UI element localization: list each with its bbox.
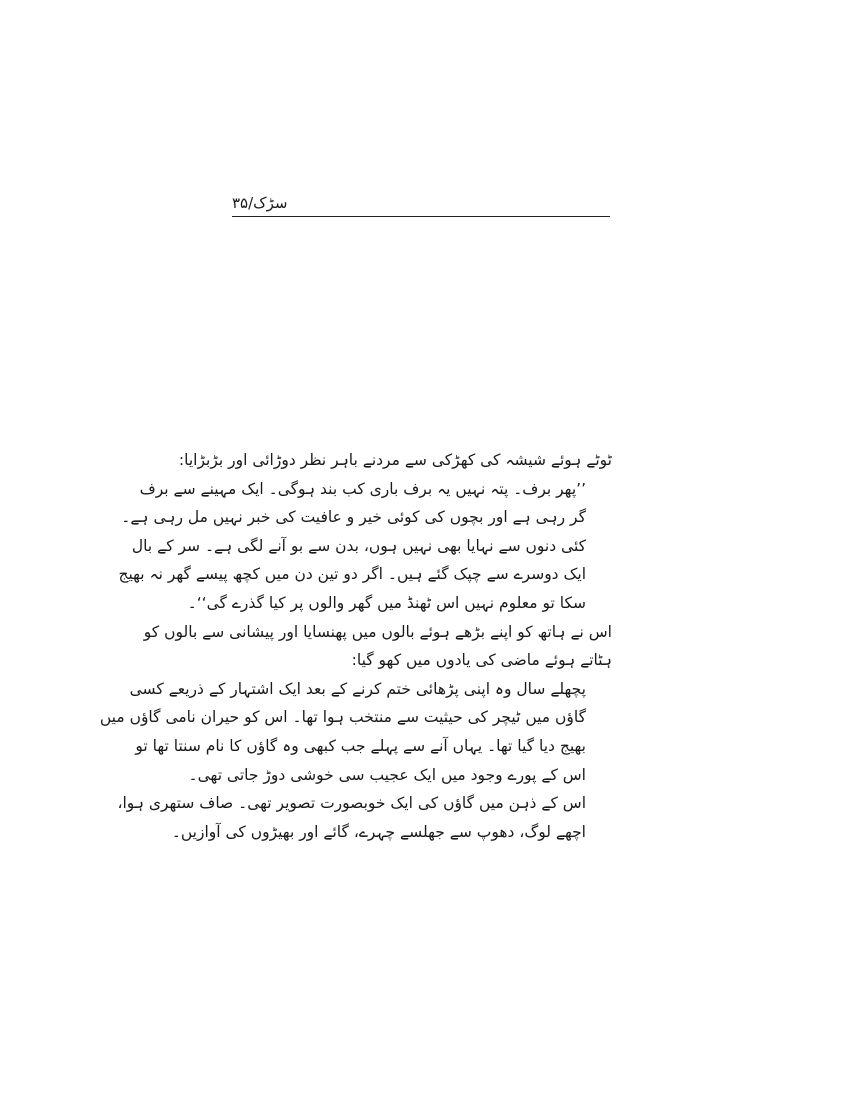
page-number-header: سڑک/۳۵ bbox=[232, 194, 288, 212]
text-line: اس کے پورے وجود میں ایک عجیب سی خوشی دوڑ جاتی تھی۔ bbox=[188, 765, 586, 784]
text-line: اچھے لوگ، دھوپ سے جھلسے چہرے، گائے اور بھیڑوں کی آوازیں۔ bbox=[171, 822, 586, 841]
text-line: اس نے ہاتھ کو اپنے بڑھے ہوئے بالوں میں پھنسایا اور پیشانی سے بالوں کو bbox=[143, 622, 612, 641]
text-line: اس کے ذہن میں گاؤں کی ایک خوبصورت تصویر تھی۔ صاف ستھری ہوا، bbox=[117, 794, 586, 813]
text-line: بھیج دیا گیا تھا۔ یہاں آنے سے پہلے جب کبھی وہ گاؤں کا نام سنتا تھا تو bbox=[135, 736, 586, 755]
text-line: ’’پھر برف۔ پتہ نہیں یہ برف باری کب بند ہوگی۔ ایک مہینے سے برف bbox=[139, 479, 586, 498]
text-line: گاؤں میں ٹیچر کی حیثیت سے منتخب ہوا تھا۔ اس کو حیران نامی گاؤں میں bbox=[99, 708, 586, 727]
running-head bbox=[232, 186, 610, 217]
text-line: ہٹاتے ہوئے ماضی کی یادوں میں کھو گیا: bbox=[351, 651, 612, 670]
text-line: پچھلے سال وہ اپنی پڑھائی ختم کرنے کے بعد ایک اشتہار کے ذریعے کسی bbox=[129, 679, 586, 698]
text-line: ٹوٹے ہوئے شیشہ کی کھڑکی سے مردنے باہر نظر دوڑائی اور بڑبڑایا: bbox=[178, 451, 612, 469]
body-text bbox=[99, 446, 612, 846]
text-line: کئی دنوں سے نہایا بھی نہیں ہوں، بدن سے بو آنے لگی ہے۔ سر کے بال bbox=[131, 536, 586, 555]
text-line: سکا تو معلوم نہیں اس ٹھنڈ میں گھر والوں پر کیا گذرے گی‘‘۔ bbox=[187, 593, 586, 612]
text-line: گر رہی ہے اور بچوں کی کوئی خیر و عافیت کی خبر نہیں مل رہی ہے۔ bbox=[121, 508, 586, 527]
text-line: ایک دوسرے سے چپک گئے ہیں۔ اگر دو تین دن میں کچھ پیسے گھر نہ بھیج bbox=[118, 565, 586, 584]
